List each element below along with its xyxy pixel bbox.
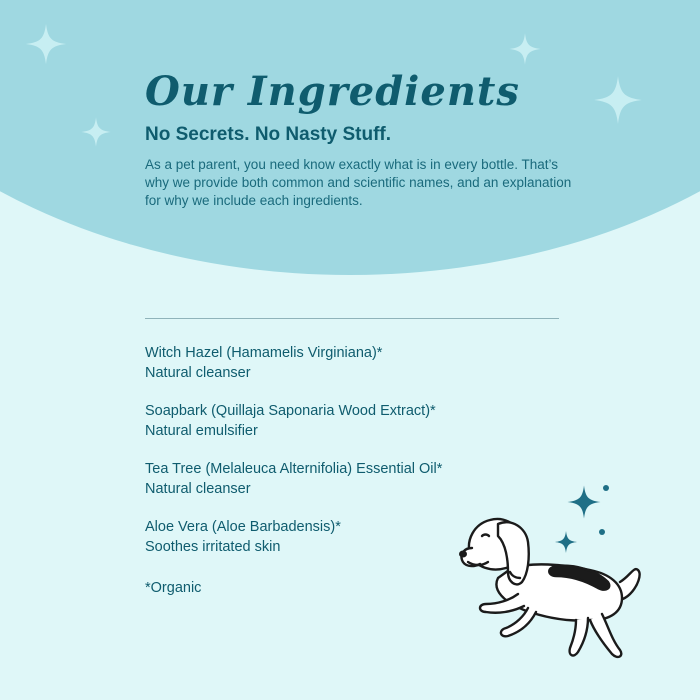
ingredient-name: Tea Tree (Melaleuca Alternifolia) Essential Oil*: [145, 461, 443, 477]
organic-footnote: *Organic: [145, 580, 202, 596]
ingredient-item: [145, 343, 565, 383]
ingredient-name: Soapbark (Quillaja Saponaria Wood Extract)*: [145, 403, 436, 419]
ingredient-role: Natural cleanser: [145, 481, 251, 497]
sparkle-icon: [24, 18, 68, 70]
ingredient-item: [145, 401, 565, 441]
sparkle-icon: [508, 30, 542, 68]
ingredient-name: Witch Hazel (Hamamelis Virginiana)*: [145, 345, 383, 361]
page-title: Our Ingredients: [145, 68, 520, 115]
ingredient-name: Aloe Vera (Aloe Barbadensis)*: [145, 519, 341, 535]
ingredient-role: Soothes irritated skin: [145, 539, 281, 555]
sparkle-icon: [80, 112, 112, 152]
sparkle-icon: [592, 66, 644, 134]
running-dog-illustration: [452, 478, 652, 668]
section-divider: [145, 318, 559, 319]
ingredient-role: Natural emulsifier: [145, 423, 258, 439]
page-subtitle: No Secrets. No Nasty Stuff.: [145, 124, 391, 145]
ingredient-role: Natural cleanser: [145, 365, 251, 381]
intro-paragraph: As a pet parent, you need know exactly what is in every bottle. That’s why we provide both common and scientific names, and an explanation for why we include each ingredients.: [145, 157, 572, 208]
